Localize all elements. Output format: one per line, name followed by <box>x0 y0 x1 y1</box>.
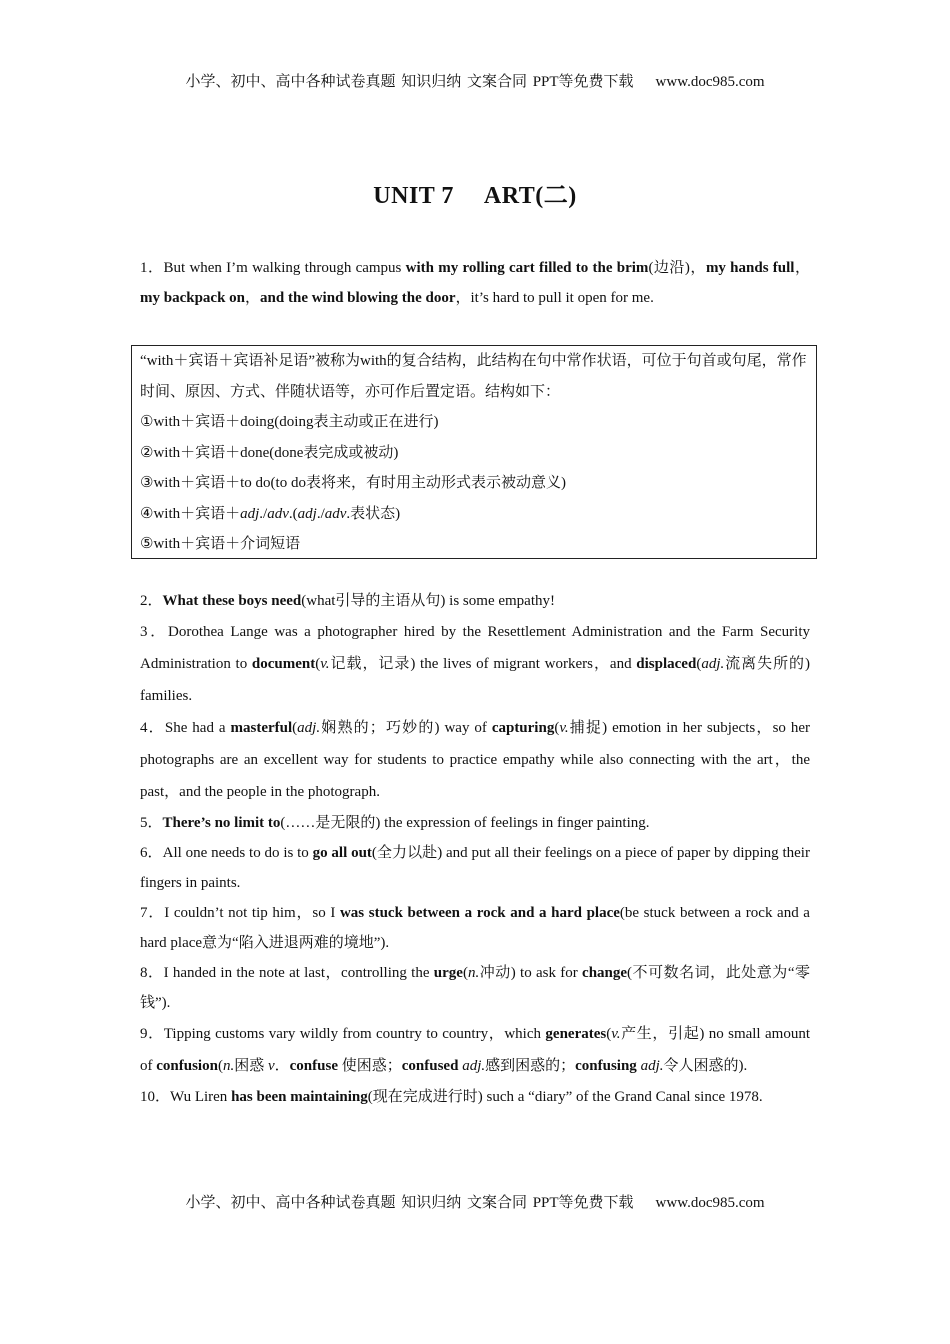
italic-abbr: adj. <box>640 1058 664 1074</box>
note-line-4 <box>140 499 808 530</box>
bold-phrase: was stuck between a rock and a hard place <box>339 905 620 921</box>
item-number: 3． <box>140 624 169 640</box>
text-segment: ④with＋宾语＋ <box>140 505 241 522</box>
text-segment: .表状态) <box>346 505 401 522</box>
note-intro: “with＋宾语＋宾语补足语”被称为with的复合结构，此结构在句中常作状语，可位于句首或句尾，常作时间、原因、方式、伴随状语等，亦可作后置定语。结构如下： <box>140 353 807 400</box>
text-segment: (be stuck between a rock and a hard place意为“陷入进退两难的境地”). <box>140 905 810 951</box>
item-block-1 <box>140 253 810 313</box>
italic-abbr: adv <box>267 505 289 522</box>
bold-phrase: There’s no limit to <box>162 815 281 831</box>
italic-abbr: adj <box>240 505 260 522</box>
bold-phrase: has been maintaining <box>231 1089 368 1105</box>
text-segment: 困惑 <box>234 1058 268 1074</box>
note-line-3: ③with＋宾语＋to do(to do表将来，有时用主动形式表示被动意义) <box>140 475 566 491</box>
italic-abbr: adv <box>324 505 347 522</box>
italic-abbr: adj. <box>462 1058 486 1074</box>
text-segment: 令人困惑的). <box>663 1058 748 1074</box>
page-title <box>0 175 950 210</box>
title-unit: UNIT 7 <box>373 183 454 209</box>
bold-phrase: capturing <box>491 720 555 736</box>
text-segment: ， <box>245 290 261 306</box>
bold-phrase: confused <box>401 1058 459 1074</box>
italic-abbr: adj. <box>701 656 725 672</box>
bold-phrase: What these boys need <box>162 593 302 609</box>
item-9 <box>140 1018 810 1082</box>
text-segment: 流离失所的) families. <box>140 656 810 704</box>
footer-text: 小学、初中、高中各种试卷真题 知识归纳 文案合同 PPT等免费下载 <box>185 1195 634 1211</box>
footer-site: www.doc985.com <box>655 1195 765 1211</box>
bold-phrase: urge <box>433 965 463 981</box>
text-segment: She had a <box>164 720 231 736</box>
text-segment: 感到困惑的； <box>485 1058 576 1074</box>
text-segment: Wu Liren <box>170 1089 232 1105</box>
text-segment: Dorothea Lange was a photographer hired by the Resettlement Administration and the Farm Security Administration to <box>140 624 810 672</box>
bold-phrase: document <box>251 656 316 672</box>
italic-abbr: v. <box>559 720 569 736</box>
item-3 <box>140 616 810 712</box>
text-segment: ( <box>696 656 702 672</box>
page-footer <box>0 1191 950 1212</box>
bold-phrase: confuse <box>289 1058 338 1074</box>
title-topic: ART(二) <box>483 183 577 209</box>
text-segment: 使困惑； <box>337 1058 402 1074</box>
item-2 <box>140 586 810 616</box>
item-10 <box>140 1082 810 1112</box>
text-segment: (what引导的主语从句) is some empathy! <box>301 593 555 609</box>
text-segment: (不可数名词，此处意为“零钱”). <box>140 965 810 1011</box>
item-5 <box>140 808 810 838</box>
italic-abbr: adj. <box>297 720 321 736</box>
grammar-note-box <box>131 345 817 559</box>
item-block-2 <box>140 586 810 1112</box>
bold-phrase: go all out <box>312 845 372 861</box>
bold-phrase: generates <box>545 1026 607 1042</box>
text-segment: ． <box>274 1058 290 1074</box>
text-segment: All one needs to do is to <box>162 845 313 861</box>
text-segment: 娴熟的；巧妙的) way of <box>320 720 492 736</box>
text-segment: 记载，记录) the lives of migrant workers，and <box>329 656 637 672</box>
item-number: 1． <box>140 260 164 276</box>
bold-phrase: my backpack on <box>140 290 246 306</box>
text-segment: But when I’m walking through campus <box>163 260 406 276</box>
text-segment: ，it’s hard to pull it open for me. <box>455 290 654 306</box>
text-segment: 冲动) to ask for <box>479 965 583 981</box>
text-segment: ( <box>554 720 560 736</box>
italic-abbr: v. <box>320 656 330 672</box>
bold-phrase: with my rolling cart filled to the brim <box>405 260 649 276</box>
item-number: 8． <box>140 965 164 981</box>
bold-phrase: change <box>582 965 628 981</box>
italic-abbr: v <box>267 1058 275 1074</box>
text-segment: ./ <box>259 505 268 522</box>
bold-phrase: and the wind blowing the door <box>260 290 456 306</box>
text-segment: 产生，引起) no small amount of <box>140 1026 810 1074</box>
text-segment: (边沿)， <box>648 260 706 276</box>
item-number: 4． <box>140 720 165 736</box>
item-number: 9． <box>140 1026 164 1042</box>
text-segment: ./ <box>316 505 325 522</box>
note-line-2: ②with＋宾语＋done(done表完成或被动) <box>140 444 399 461</box>
text-segment: 捕捉) emotion in her subjects，so her photographs are an excellent way for students to practice empathy while also connecting with the art，the past，and the people in the photograph. <box>140 720 810 800</box>
text-segment: (全力以赴) and put all their feelings on a piece of paper by dipping their fingers in paints. <box>140 845 810 891</box>
text-segment: I handed in the note at last，controlling the <box>163 965 434 981</box>
item-4 <box>140 712 810 808</box>
page-header <box>0 70 950 91</box>
item-7 <box>140 898 810 958</box>
text-segment: ( <box>462 965 468 981</box>
note-line-5: ⑤with＋宾语＋介词短语 <box>140 536 301 552</box>
text-segment: ， <box>794 260 810 276</box>
item-number: 2． <box>140 593 163 609</box>
bold-phrase: confusion <box>156 1058 218 1074</box>
note-line-1: ①with＋宾语＋doing(doing表主动或正在进行) <box>140 414 439 430</box>
header-text: 小学、初中、高中各种试卷真题 知识归纳 文案合同 PPT等免费下载 <box>185 74 634 90</box>
text-segment: ( <box>315 656 321 672</box>
italic-abbr: adj <box>297 505 317 522</box>
item-1 <box>140 253 810 313</box>
italic-abbr: n. <box>222 1058 235 1074</box>
bold-phrase: masterful <box>230 720 293 736</box>
item-number: 5． <box>140 815 163 831</box>
item-6 <box>140 838 810 898</box>
item-8 <box>140 958 810 1018</box>
item-number: 6． <box>140 845 163 861</box>
bold-phrase: confusing <box>575 1058 637 1074</box>
text-segment: (现在完成进行时) such a “diary” of the Grand Canal since 1978. <box>367 1089 763 1105</box>
text-segment: ( <box>606 1026 612 1042</box>
text-segment: I couldn’t not tip him，so I <box>164 905 340 921</box>
item-number: 7． <box>140 905 165 921</box>
item-number: 10． <box>140 1089 171 1105</box>
text-segment: Tipping customs vary wildly from country to country，which <box>163 1026 546 1042</box>
text-segment: ( <box>217 1058 223 1074</box>
bold-phrase: my hands full <box>705 260 795 276</box>
text-segment: (……是无限的) the expression of feelings in finger painting. <box>280 815 650 831</box>
header-site: www.doc985.com <box>655 74 765 90</box>
italic-abbr: v. <box>611 1026 621 1042</box>
text-segment: ( <box>292 720 298 736</box>
italic-abbr: n. <box>467 965 480 981</box>
bold-phrase: displaced <box>636 656 697 672</box>
text-segment: .( <box>288 505 298 522</box>
